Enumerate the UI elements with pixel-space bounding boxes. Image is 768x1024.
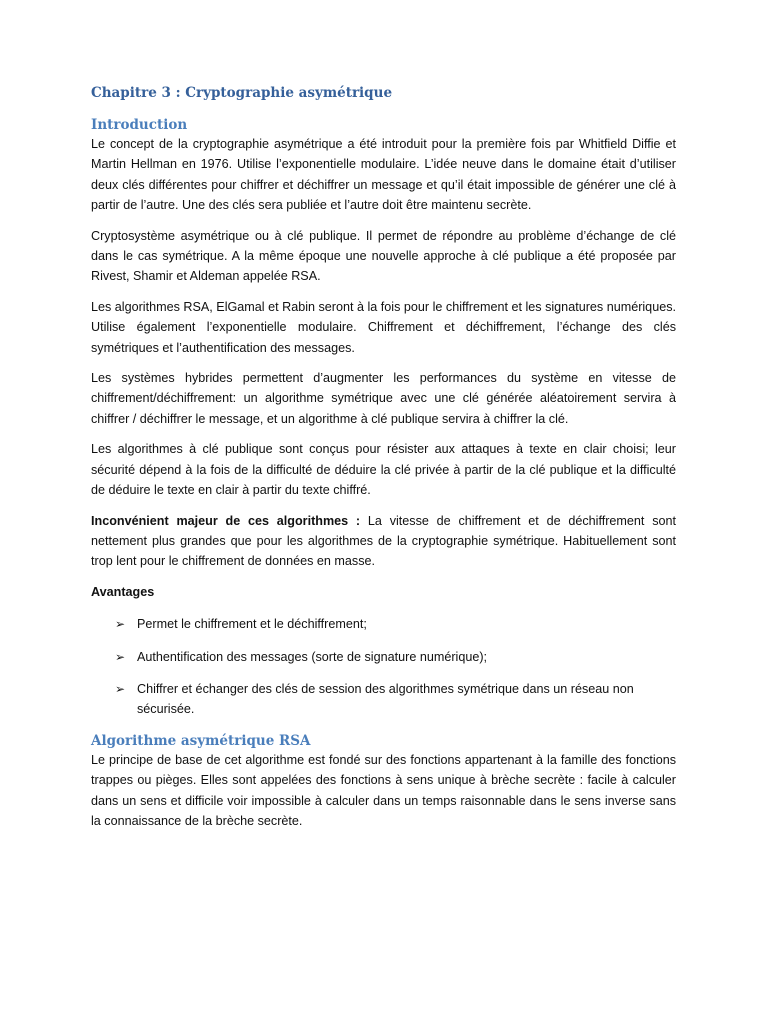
paragraph: Cryptosystème asymétrique ou à clé publique. Il permet de répondre au problème d’échange de clé dans le cas symétrique. A la même époque une nouvelle approche à clé publique a été proposée par Rivest, Shamir et Aldeman appelée RSA. [91,228,676,284]
section-heading-rsa: Algorithme asymétrique RSA [91,732,311,749]
drawback-label: Inconvénient majeur de ces algorithmes : [91,513,361,528]
advantages-label: Avantages [91,584,155,599]
section-heading-introduction: Introduction [91,117,188,133]
arrow-bullet-icon: ➢ [115,617,126,632]
paragraph: Les systèmes hybrides permettent d’augmenter les performances du système en vitesse de chiffrement/déchiffrement: un algorithme symétrique avec une clé générée aléatoirement servira à chiffrer / déchiffrer le message, et un algorithme à clé publique servira à chiffrer la clé. [91,371,676,426]
paragraph: Les algorithmes à clé publique sont conçus pour résister aux attaques à texte en clair choisi; leur sécurité dépend à la fois de la difficulté de déduire la clé privée à partir de la clé publique et la difficulté de déduire le texte en clair à partir du texte chiffré. [91,442,676,498]
advantages-list [91,614,676,720]
list-item: ➢ Permet le chiffrement et le déchiffrement; [91,614,676,634]
paragraph: Le concept de la cryptographie asymétrique a été introduit pour la première fois par Whitfield Diffie et Martin Hellman en 1976. Utilise l’exponentielle modulaire. L’idée neuve dans le domaine était d’utiliser deux clés différentes pour chiffrer et déchiffrer un message et qu’il était impossible de générer une clé à partir de l’autre. Une des clés sera publiée et l’autre doit être maintenu secrète. [91,137,676,213]
chapter-title: Chapitre 3 : Cryptographie asymétrique [91,85,393,101]
paragraph: Le principe de base de cet algorithme est fondé sur des fonctions appartenant à la famille des fonctions trappes ou pièges. Elles sont appelées des fonctions à sens unique à brèche secrète : facile à calculer dans un sens et difficile voir impossible à calculer dans un temps raisonnable dans le sens inverse sans la connaissance de la brèche secrète. [91,752,676,828]
drawback-text: La vitesse de chiffrement et de déchiffrement sont nettement plus grandes que pour les algorithmes de la cryptographie symétrique. Habituellement sont trop lent pour le chiffrement de données en masse. [91,513,677,569]
paragraph: Les algorithmes RSA, ElGamal et Rabin seront à la fois pour le chiffrement et les signatures numériques. Utilise également l’exponentielle modulaire. Chiffrement et déchiffrement, l’échange des clés symétriques et l’authentification des messages. [91,299,676,355]
arrow-bullet-icon: ➢ [115,681,126,696]
page-content [91,84,676,831]
paragraph-drawback [91,511,676,572]
list-item: ➢ Chiffrer et échanger des clés de session des algorithmes symétrique dans un réseau non sécurisée. [91,679,676,720]
list-item: ➢ Authentification des messages (sorte de signature numérique); [91,647,676,667]
arrow-bullet-icon: ➢ [115,649,126,664]
